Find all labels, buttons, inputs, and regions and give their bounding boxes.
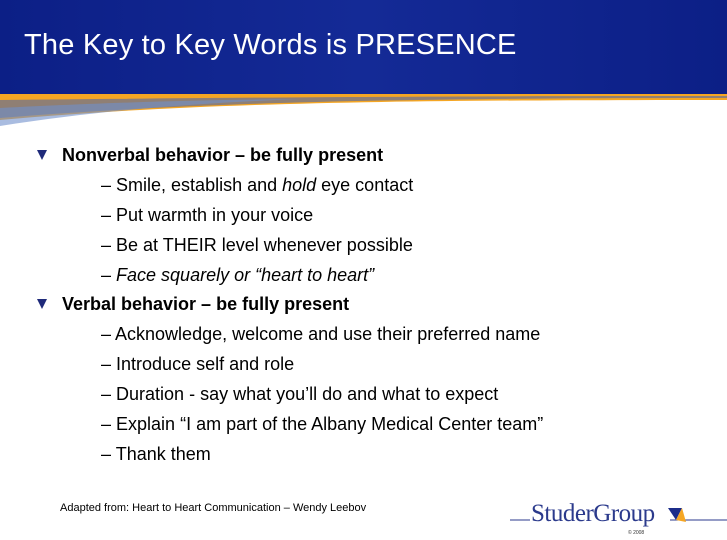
list-item-text: – Face squarely or “heart to heart”: [101, 264, 375, 285]
slide-title: The Key to Key Words is PRESENCE: [24, 29, 517, 61]
section-heading: Nonverbal behavior – be fully present: [62, 144, 384, 165]
title-banner: [0, 0, 727, 94]
triangle-bullet-icon: [36, 298, 48, 310]
list-item-text: – Explain “I am part of the Albany Medical Center team”: [101, 413, 544, 434]
triangle-bullet-icon: [36, 149, 48, 161]
list-item-text: – Acknowledge, welcome and use their preferred name: [101, 323, 541, 344]
list-item-text: – Introduce self and role: [101, 353, 295, 374]
list-item-text: – Put warmth in your voice: [101, 204, 314, 225]
header-swoosh: [0, 88, 727, 128]
list-item-text: – Duration - say what you’ll do and what to expect: [101, 383, 499, 404]
logo-wordmark: StuderGroup: [531, 500, 655, 527]
section-heading: Verbal behavior – be fully present: [62, 293, 350, 314]
list-item-text: – Smile, establish and hold eye contact: [101, 174, 414, 195]
footer-citation: Adapted from: Heart to Heart Communication – Wendy Leebov: [60, 502, 367, 514]
logo-copyright: © 2008: [628, 530, 645, 536]
list-item-text: – Be at THEIR level whenever possible: [101, 234, 413, 255]
list-item-text: – Thank them: [101, 443, 211, 464]
